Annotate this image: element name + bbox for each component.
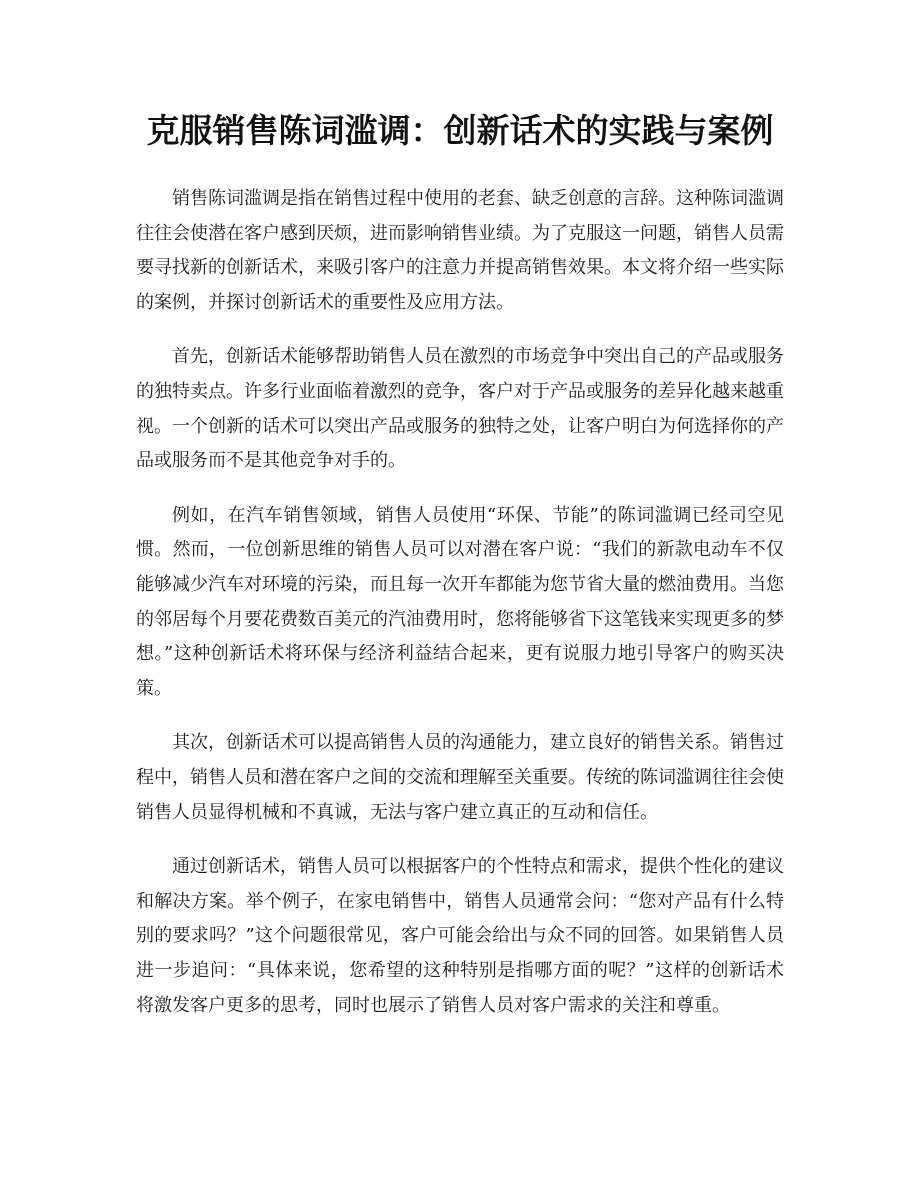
paragraph-communication: 其次，创新话术可以提高销售人员的沟通能力，建立良好的销售关系。销售过程中，销售人员和潜在客户之间的交流和理解至关重要。传统的陈词滥调往往会使销售人员显得机械和不真诚，无法与客户建立真正的互动和信任。 <box>136 732 784 823</box>
document-body <box>136 182 784 1043</box>
paragraph-car-example: 例如，在汽车销售领域，销售人员使用“环保、节能”的陈词滥调已经司空见惯。然而，一位创新思维的销售人员可以对潜在客户说：“我们的新款电动车不仅能够减少汽车对环境的污染，而且每一次开车都能为您节省大量的燃油费用。当您的邻居每个月要花费数百美元的汽油费用时，您将能够省下这笔钱来实现更多的梦想。”这种创新话术将环保与经济利益结合起来，更有说服力地引导客户的购买决策。 <box>136 504 784 700</box>
paragraph-differentiation: 首先，创新话术能够帮助销售人员在激烈的市场竞争中突出自己的产品或服务的独特卖点。许多行业面临着激烈的竞争，客户对于产品或服务的差异化越来越重视。一个创新的话术可以突出产品或服务的独特之处，让客户明白为何选择你的产品或服务而不是其他竞争对手的。 <box>136 346 784 472</box>
paragraph-intro: 销售陈词滥调是指在销售过程中使用的老套、缺乏创意的言辞。这种陈词滥调往往会使潜在客户感到厌烦，进而影响销售业绩。为了克服这一问题，销售人员需要寻找新的创新话术，来吸引客户的注意力并提高销售效果。本文将介绍一些实际的案例，并探讨创新话术的重要性及应用方法。 <box>136 188 784 314</box>
document-title: 克服销售陈词滥调：创新话术的实践与案例 <box>146 111 774 150</box>
paragraph-appliance-example: 通过创新话术，销售人员可以根据客户的个性特点和需求，提供个性化的建议和解决方案。举个例子，在家电销售中，销售人员通常会问：“您对产品有什么特别的要求吗？”这个问题很常见，客户可能会给出与众不同的回答。如果销售人员进一步追问：“具体来说，您希望的这种特别是指哪方面的呢？”这样的创新话术将激发客户更多的思考，同时也展示了销售人员对客户需求的关注和尊重。 <box>136 855 784 1016</box>
